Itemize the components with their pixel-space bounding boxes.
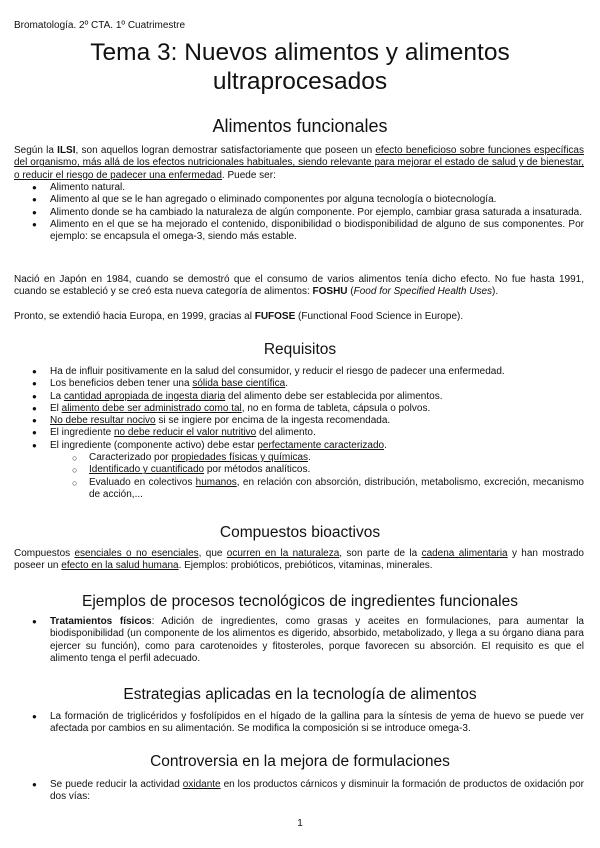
- list-item: ● Alimento natural.: [14, 182, 584, 194]
- bioactivos-paragraph: Compuestos esenciales o no esenciales, que ocurren en la naturaleza, son parte de la cadena alimentaria y han mostrado poseer un efecto en la salud humana. Ejemplos: probióticos, prebióticos, vitaminas, minerales.: [14, 548, 584, 572]
- sub-list-item: ○ Caracterizado por propiedades físicas y químicas.: [14, 452, 584, 464]
- europa-paragraph: Pronto, se extendió hacia Europa, en 1999, gracias al FUFOSE (Functional Food Science in Europe).: [14, 311, 464, 322]
- estrategias-list: [14, 711, 584, 736]
- section-heading-procesos: Ejemplos de procesos tecnológicos de ingredientes funcionales: [82, 593, 518, 610]
- list-item: ● Ha de influir positivamente en la salud del consumidor, y reducir el riesgo de padecer una enfermedad.: [14, 366, 584, 378]
- requisitos-list: [14, 366, 584, 501]
- tipos-list: [14, 182, 584, 243]
- list-item: ● Los beneficios deben tener una sólida base científica.: [14, 378, 584, 390]
- controversia-list: [14, 779, 584, 804]
- section-heading-bioactivos: Compuestos bioactivos: [219, 524, 381, 541]
- list-item: ● La cantidad apropiada de ingesta diaria del alimento debe ser establecida por alimentos.: [14, 391, 584, 403]
- document-header: Bromatología. 2º CTA. 1º Cuatrimestre: [14, 20, 186, 31]
- list-item: ● El alimento debe ser administrado como tal, no en forma de tableta, cápsula o polvos.: [14, 403, 584, 415]
- list-item: ● Alimento donde se ha cambiado la naturaleza de algún componente. Por ejemplo, cambiar grasa saturada a insaturada.: [14, 207, 584, 219]
- sub-list-item: ○ Identificado y cuantificado por métodos analíticos.: [14, 464, 584, 476]
- section-heading-funcionales: Alimentos funcionales: [212, 116, 388, 136]
- sub-list-item: ○ Evaluado en colectivos humanos, en relación con absorción, distribución, metabolismo, excreción, mecanismo de acción,...: [14, 477, 584, 502]
- list-item: ● No debe resultar nocivo si se ingiere por encima de la ingesta recomendada.: [14, 415, 584, 427]
- section-heading-requisitos: Requisitos: [263, 341, 337, 358]
- list-item: ● Alimento en el que se ha mejorado el contenido, disponibilidad o biodisponibilidad de alguno de sus componentes. Por ejemplo: se encapsula el omega-3, siendo más estable.: [14, 219, 584, 244]
- intro-paragraph: Según la ILSI, son aquellos logran demostrar satisfactoriamente que poseen un efecto beneficioso sobre funciones específicas del organismo, más allá de los efectos nutricionales habituales, siendo relevante para mejorar el estado de salud y de bienestar, o reducir el riesgo de padecer una enfermedad. Puede ser:: [14, 145, 584, 181]
- origen-paragraph: Nació en Japón en 1984, cuando se demostró que el consumo de varios alimentos tenía dicho efecto. No fue hasta 1991, cuando se estableció y se creó esta nueva categoría de alimentos: FOSHU (Food for Specified Health Uses).: [14, 274, 584, 298]
- section-heading-controversia: Controversia en la mejora de formulaciones: [150, 753, 450, 770]
- list-item: ● El ingrediente no debe reducir el valor nutritivo del alimento.: [14, 427, 584, 439]
- list-item: ● El ingrediente (componente activo) debe estar perfectamente caracterizado.: [14, 440, 584, 452]
- list-item: ● Alimento al que se le han agregado o eliminado componentes por alguna tecnología o biotecnología.: [14, 194, 584, 206]
- page-title: Tema 3: Nuevos alimentos y alimentos ultraprocesados: [90, 39, 510, 95]
- section-heading-estrategias: Estrategias aplicadas en la tecnología de alimentos: [123, 686, 477, 703]
- page-number: 1: [297, 818, 303, 829]
- procesos-list: [14, 616, 584, 665]
- list-item: ● Tratamientos físicos: Adición de ingredientes, como grasas y aceites en formulaciones, para aumentar la biodisponibilidad (un componente de los alimentos es digerido, absorbido, metabolizado, y llega a su órgano diana para ejercer su función), como para carotenoides y fitosteroles, porque favorecen su absorción. El requisito es que el alimento tenga el perfil adecuado.: [14, 616, 584, 665]
- list-item: ● Se puede reducir la actividad oxidante en los productos cárnicos y disminuir la formación de productos de oxidación por dos vías:: [14, 779, 584, 804]
- list-item: ● La formación de triglicéridos y fosfolípidos en el hígado de la gallina para la síntesis de yema de huevo se puede ver afectada por cambios en su alimentación. Se modifica la composición si se introduce omega-3.: [14, 711, 584, 736]
